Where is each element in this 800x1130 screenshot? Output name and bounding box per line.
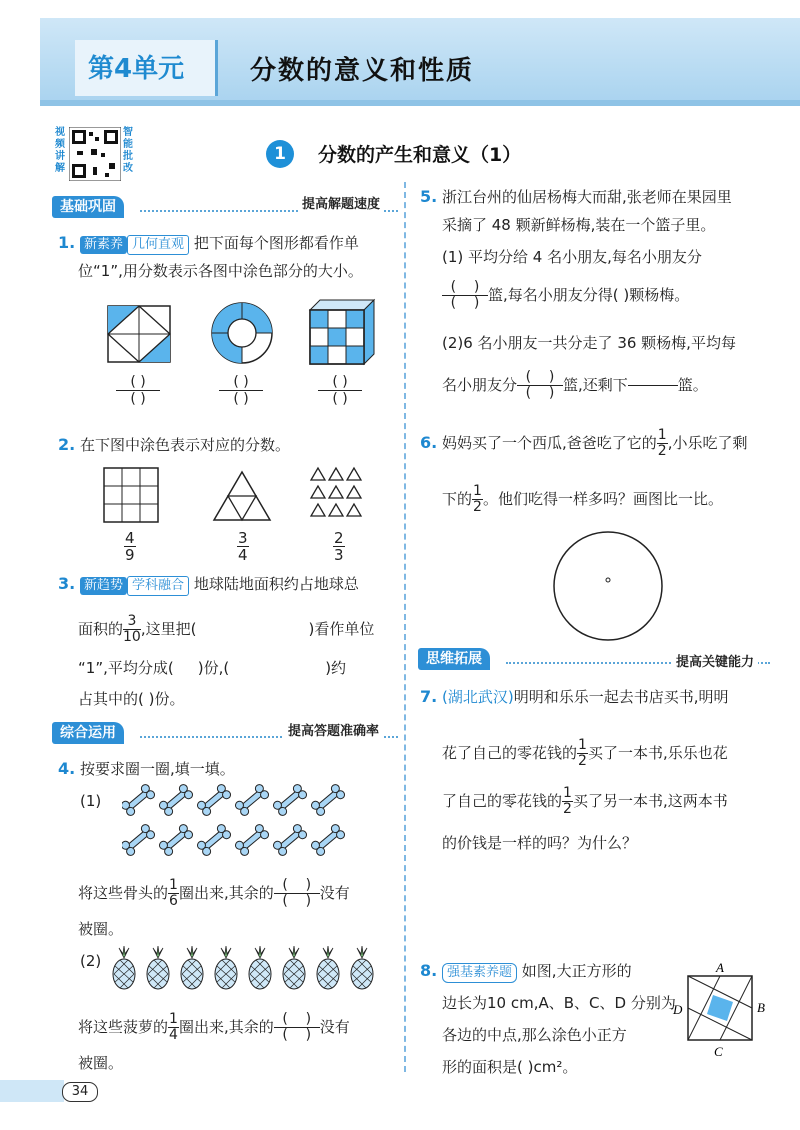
column-divider xyxy=(404,182,406,1072)
q5-answer-1-top: ( ) xyxy=(442,280,488,296)
qr-right-text: 智能批改 xyxy=(123,127,133,174)
bone-icon xyxy=(122,823,156,857)
q4-pineapples xyxy=(106,946,396,992)
q3-number: 3. xyxy=(58,574,76,593)
q3-frac xyxy=(123,614,141,645)
q7-frac-1-den: 2 xyxy=(578,753,587,769)
q7-frac-2-num: 1 xyxy=(563,785,572,801)
q2-fig-triangle xyxy=(214,472,270,520)
q1-answer-2-top: ( ) xyxy=(219,374,263,391)
q7-line3b: 买了另一本书,这两本书 xyxy=(572,792,728,810)
q3-line1: 地球陆地面积约占地球总 xyxy=(193,575,359,593)
q4 xyxy=(58,758,235,780)
q7-number: 7. xyxy=(420,687,438,706)
q4-number: 4. xyxy=(58,759,76,778)
q3 xyxy=(58,573,403,596)
q7-frac-1-num: 1 xyxy=(578,737,587,753)
q4-p2-frac-num: 1 xyxy=(169,1011,178,1027)
q5-answer-1[interactable] xyxy=(442,280,488,311)
q6-line2a: 下的 xyxy=(442,490,473,508)
q3-badge2: 学科融合 xyxy=(127,576,189,596)
q6-frac-2 xyxy=(472,484,483,515)
q6-line2b: 。他们吃得一样多吗？画图比一比。 xyxy=(482,490,723,508)
q3-frac-num: 3 xyxy=(123,614,141,630)
q5-answer-3-top xyxy=(628,370,678,386)
q4-p1-line1b: 圈出来,其余的 xyxy=(178,884,274,902)
q3-line2b: ,这里把( xyxy=(140,620,197,638)
q5-line6c: 篮。 xyxy=(677,376,708,394)
tag-basic-note: 提高解题速度 xyxy=(298,193,384,212)
page-tab xyxy=(0,1080,64,1102)
q8-square-figure xyxy=(668,958,772,1064)
bone-icon xyxy=(272,783,308,817)
q7-frac-2 xyxy=(562,786,573,817)
q4-p1-answer-bottom: ( ) xyxy=(282,893,312,909)
q4-part1-label: (1) xyxy=(80,792,102,810)
q1-badge1: 新素养 xyxy=(80,236,127,254)
q2-figures xyxy=(98,464,398,526)
q5-line4: 篮,每名小朋友分得( )颗杨梅。 xyxy=(488,286,690,304)
q5-answer-2-top: ( ) xyxy=(517,370,563,386)
bone-icon xyxy=(234,783,270,817)
tag-comprehensive-note: 提高答题准确率 xyxy=(284,720,383,739)
q2-text: 在下图中涂色表示对应的分数。 xyxy=(80,436,291,454)
q4-part2-label: (2) xyxy=(80,952,102,970)
q4-p2-frac xyxy=(168,1012,179,1043)
q8-number: 8. xyxy=(420,961,438,980)
q1-answer-2-bottom: ( ) xyxy=(233,391,249,407)
bone-icon xyxy=(196,823,232,857)
q3-line3c: )约 xyxy=(325,659,347,677)
q4-p1-frac-num: 1 xyxy=(169,877,178,893)
q3-line2a: 面积的 xyxy=(78,620,124,638)
q6-frac-1 xyxy=(657,428,668,459)
q1-answer-1[interactable] xyxy=(116,374,160,407)
q2-frac-3-num: 2 xyxy=(334,529,344,547)
bone-icon xyxy=(158,823,194,857)
q1-line1: 把下面每个图形都看作单 xyxy=(193,234,359,252)
q3-line3 xyxy=(78,657,398,679)
q6-line1b: ,小乐吃了剩 xyxy=(667,434,748,452)
page-number: 34 xyxy=(62,1082,98,1102)
q5-answer-3-bottom xyxy=(628,386,678,401)
tag-comprehensive: 综合运用 xyxy=(52,722,124,744)
q1-fig-cube xyxy=(310,300,374,364)
section-number: 1 xyxy=(266,140,294,168)
q2-frac-1-den: 9 xyxy=(125,546,135,564)
chapter-title: 分数的意义和性质 xyxy=(250,56,475,86)
pineapple-icon xyxy=(215,946,237,989)
q4-p1-answer[interactable] xyxy=(274,878,320,909)
q5-answer-3[interactable] xyxy=(628,370,678,401)
q7-line2b: 买了一本书,乐乐也花 xyxy=(587,744,728,762)
q5-line6 xyxy=(442,370,792,401)
q3-line4: 占其中的( )份。 xyxy=(78,690,185,708)
q3-line3b: )份,( xyxy=(197,659,230,677)
q5 xyxy=(420,186,785,208)
q7-line3a: 了自己的零花钱的 xyxy=(442,792,563,810)
q1-line2: 位“1”,用分数表示各图中涂色部分的大小。 xyxy=(78,262,363,280)
q2-frac-1 xyxy=(124,530,136,563)
q6-line1a: 妈妈买了一个西瓜,爸爸吃了它的 xyxy=(442,434,657,452)
q8-line4: 形的面积是( )cm²。 xyxy=(442,1058,578,1076)
q2-frac-3 xyxy=(333,530,345,563)
q5-answer-1-bottom: ( ) xyxy=(450,295,480,311)
q5-number: 5. xyxy=(420,187,438,206)
q4-p2-answer-top: ( ) xyxy=(274,1012,320,1028)
q4-p1-line1 xyxy=(78,878,398,909)
q8-line3: 各边的中点,那么涂色小正方 xyxy=(442,1026,627,1044)
unit-label: 第4单元 xyxy=(88,54,185,84)
bone-icon xyxy=(234,823,270,857)
q4-p2-answer[interactable] xyxy=(274,1012,320,1043)
q4-p1-frac-den: 6 xyxy=(169,893,178,909)
q4-p2-frac-den: 4 xyxy=(169,1027,178,1043)
q4-p2-line1a: 将这些菠萝的 xyxy=(78,1018,169,1036)
q7-frac-2-den: 2 xyxy=(563,801,572,817)
bone-icon xyxy=(196,783,232,817)
q7 xyxy=(420,686,790,708)
q3-line2 xyxy=(78,614,398,645)
q8-label-a: A xyxy=(716,960,724,975)
q4-text: 按要求圈一圈,填一填。 xyxy=(80,760,235,778)
q4-p1-frac xyxy=(168,878,179,909)
q5-line5: (2)6 名小朋友一共分走了 36 颗杨梅,平均每 xyxy=(442,334,736,352)
q1-number: 1. xyxy=(58,233,76,252)
q3-frac-den: 10 xyxy=(123,629,141,645)
q2-fig-grid xyxy=(104,468,158,522)
q6-line2 xyxy=(442,484,787,515)
q7-line3 xyxy=(442,786,787,817)
q1-figures xyxy=(98,298,398,370)
q8-label-b: B xyxy=(757,1000,765,1015)
q6-frac-1-num: 1 xyxy=(657,427,667,443)
q8-badge: 强基素养题 xyxy=(442,963,517,983)
q2-frac-2-num: 3 xyxy=(238,529,248,547)
q2 xyxy=(58,434,290,456)
q6-circle xyxy=(550,528,666,644)
q7-line1: 明明和乐乐一起去书店买书,明明 xyxy=(513,688,729,706)
q4-p2-line1 xyxy=(78,1012,398,1043)
q5-line3: (1) 平均分给 4 名小朋友,每名小朋友分 xyxy=(442,248,702,266)
tag-thinking-note: 提高关键能力 xyxy=(672,651,758,670)
q5-line2: 采摘了 48 颗新鲜杨梅,装在一个篮子里。 xyxy=(442,216,716,234)
pineapple-icon xyxy=(351,946,373,989)
q8-line1: 如图,大正方形的 xyxy=(521,962,632,980)
tag-basic: 基础巩固 xyxy=(52,196,124,218)
q7-line2 xyxy=(442,738,787,769)
qr-code-icon xyxy=(69,127,121,181)
q6-frac-2-den: 2 xyxy=(473,499,482,515)
bone-icon xyxy=(310,823,346,857)
q4-p2-line1b: 圈出来,其余的 xyxy=(178,1018,274,1036)
q5-line6a: 名小朋友分 xyxy=(442,376,518,394)
bone-icon xyxy=(272,823,308,857)
q6-frac-2-num: 1 xyxy=(473,483,482,499)
q7-line2a: 花了自己的零花钱的 xyxy=(442,744,578,762)
pineapple-icon xyxy=(317,946,339,989)
q5-line6b: 篮,还剩下 xyxy=(563,376,628,394)
q5-line4-row xyxy=(442,280,792,311)
q4-p1-line2: 被圈。 xyxy=(78,920,124,938)
q1-answer-2[interactable] xyxy=(219,374,263,407)
section-title: 分数的产生和意义（1） xyxy=(318,144,522,166)
pineapple-icon xyxy=(249,946,271,989)
q1-answer-3-top: ( ) xyxy=(318,374,362,391)
q5-line1: 浙江台州的仙居杨梅大而甜,张老师在果园里 xyxy=(442,188,732,206)
q1-answer-1-top: ( ) xyxy=(116,374,160,391)
q2-number: 2. xyxy=(58,435,76,454)
q2-frac-1-num: 4 xyxy=(125,529,135,547)
q5-answer-2[interactable] xyxy=(517,370,563,401)
pineapple-icon xyxy=(113,946,135,989)
q4-bones xyxy=(122,782,362,860)
q7-line4: 的价钱是一样的吗？为什么？ xyxy=(442,834,638,852)
q4-p1-line1a: 将这些骨头的 xyxy=(78,884,169,902)
q8-label-d: D xyxy=(673,1002,683,1017)
q3-badge1: 新趋势 xyxy=(80,577,127,595)
bone-icon xyxy=(122,783,156,817)
pineapple-icon xyxy=(147,946,169,989)
q4-p2-line1c: 没有 xyxy=(319,1018,350,1036)
tag-thinking: 思维拓展 xyxy=(418,648,490,670)
q1-answer-3[interactable] xyxy=(318,374,362,407)
q7-frac-1 xyxy=(577,738,588,769)
q4-p2-answer-bottom: ( ) xyxy=(282,1027,312,1043)
pineapple-icon xyxy=(181,946,203,989)
q1-fig-rectangle xyxy=(108,306,170,362)
q3-line2c: )看作单位 xyxy=(308,620,375,638)
q4-p1-line1c: 没有 xyxy=(319,884,350,902)
q8 xyxy=(420,960,632,983)
q4-p2-line2: 被圈。 xyxy=(78,1054,124,1072)
q2-frac-2 xyxy=(237,530,249,563)
q6-number: 6. xyxy=(420,433,438,452)
bone-icon xyxy=(310,783,346,817)
q1-badge2: 几何直观 xyxy=(127,235,189,255)
pineapple-icon xyxy=(283,946,305,989)
qr-block xyxy=(55,127,135,185)
q1-fig-ring xyxy=(212,303,272,363)
q1-answer-1-bottom: ( ) xyxy=(130,391,146,407)
q2-frac-2-den: 4 xyxy=(238,546,248,564)
header-shadow xyxy=(40,100,800,106)
q6-frac-1-den: 2 xyxy=(657,443,667,459)
qr-left-text: 视频讲解 xyxy=(55,127,65,174)
q7-badge: (湖北武汉) xyxy=(442,688,514,706)
q2-fig-small-triangles xyxy=(311,468,361,516)
q4-p1-answer-top: ( ) xyxy=(274,878,320,894)
q8-line2: 边长为10 cm,A、B、C、D 分别为 xyxy=(442,994,676,1012)
q5-answer-2-bottom: ( ) xyxy=(525,385,555,401)
q2-frac-3-den: 3 xyxy=(334,546,344,564)
q8-label-c: C xyxy=(714,1044,723,1059)
q3-line3a: “1”,平均分成( xyxy=(78,659,174,677)
bone-icon xyxy=(158,783,194,817)
q1 xyxy=(58,232,398,255)
q6 xyxy=(420,428,790,459)
q1-answer-3-bottom: ( ) xyxy=(332,391,348,407)
